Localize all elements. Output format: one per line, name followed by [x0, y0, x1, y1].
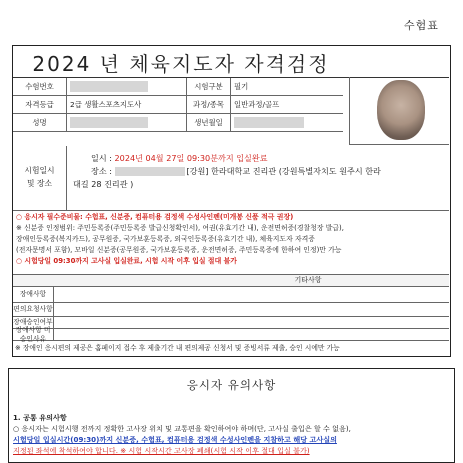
grade-value: 2급 생활스포츠지도사: [67, 96, 187, 113]
accommodation-label-4: 장애사항 미승인사유: [13, 329, 54, 340]
notice-line-1: ○ 응시자 필수준비물: 수험표, 신분증, 컴퓨터용 검정색 수성사인펜(미개봉 신품 적극 권장): [16, 213, 294, 221]
exam-datetime-label: [13, 146, 67, 210]
accommodation-label-3: 장애승인여부: [13, 318, 53, 326]
accommodation-row-1: [13, 286, 449, 303]
applicant-photo: [349, 77, 449, 145]
exam-datetime-label-line2: 및 장소: [26, 179, 53, 188]
doc-label: 수험표: [404, 19, 439, 32]
notice-line-5: ○ 시험당일 09:30까지 고사실 입실완료, 시험 시작 이후 입실 절대 불가: [16, 257, 237, 265]
masked-place: [115, 167, 185, 176]
accommodation-note: ※ 장애인 응시편의 제공은 홈페이지 접수 후 제출기간 내 편의제공 신청서 및 증빙서류 제출, 승인 시에만 가능: [15, 344, 340, 352]
photo-face: [377, 80, 425, 140]
exam-place-value: [강원] 한라대학교 진리관 (강원특별자치도 원주시 한라: [186, 166, 381, 176]
guidelines-line-3: 지정된 좌석에 착석하여야 합니다. ※ 시험 시작시간 고사장 폐쇄(시험 시작 이후 절대 입실 불가): [13, 446, 310, 455]
exam-place-prefix: 장소 :: [91, 166, 115, 176]
guidelines-title: 응시자 유의사항: [186, 378, 277, 392]
accommodation-row-2: [13, 303, 449, 317]
row-name: [13, 114, 343, 132]
notice-line-4: (전자문명서 포함), 모바일 신분증(공무원증, 국가보훈등록증, 운전면허증, 주민등록증에 한하여 인정)만 가능: [16, 246, 342, 254]
name-label: 성명: [13, 114, 67, 131]
card-title: 2024 년 체육지도자 자격검정: [32, 52, 330, 76]
row-exam-no: [13, 78, 343, 96]
exam-place-line: [73, 165, 445, 178]
masked-birth: [234, 117, 304, 128]
exam-type-label: 시험구분: [187, 78, 231, 95]
exam-datetime-place: [13, 146, 449, 211]
exam-datetime-line: [73, 152, 445, 165]
masked-name: [70, 117, 148, 128]
exam-ticket-card: [12, 45, 451, 357]
guidelines-line-1: ○ 응시자는 시험시행 전까지 정확한 고사장 위치 및 교통편을 확인하여야 하며(단, 고사실 출입은 할 수 없음),: [13, 424, 351, 433]
accommodation-label-1: 장애사항: [13, 286, 54, 302]
exam-no-label: 수험번호: [13, 78, 67, 95]
guidelines-body: [13, 412, 445, 456]
exam-datetime-label-line1: 시험일시: [24, 166, 55, 175]
other-header: 기타사항: [294, 276, 322, 284]
name-value: [67, 114, 187, 131]
accommodation-row-4: [13, 325, 449, 343]
accommodation-label-2: 편의요청사항: [13, 303, 54, 316]
exam-datetime-value: 2024년 04월 27일 09:30분까지 입실완료: [114, 153, 268, 163]
guidelines-heading: 1. 공통 유의사항: [13, 413, 67, 422]
applicant-guidelines: [8, 368, 455, 463]
exam-type-value: 필기: [234, 82, 249, 91]
required-items-notice: [13, 212, 449, 267]
guidelines-line-2: 시험당일 입실시간(09:30)까지 신분증, 수험표, 컴퓨터용 검정색 수성사인펜을 지참하고 해당 고사실의: [13, 435, 337, 444]
exam-place-line2: 대길 28 진리관 ): [73, 179, 134, 189]
accommodation-row-3: [13, 317, 449, 329]
course-label: 과정/종목: [187, 96, 231, 113]
notice-line-2: ※ 신분증 인정범위: 주민등록증(주민등록증 발급신청확인서), 여권(유효기간 내), 운전면허증(경찰청장 발급),: [16, 224, 344, 232]
birth-label: 생년월일: [187, 114, 231, 131]
exam-body: [73, 152, 445, 191]
grade-label: 자격등급: [13, 96, 67, 113]
course-value: 일반과정/골프: [234, 100, 280, 109]
notice-line-3: 장애인등록증(복지카드), 공무원증, 국가보훈등록증, 외국인등록증(유효기간 내), 체육지도자 자격증: [16, 235, 315, 243]
exam-datetime-prefix: 일시 :: [91, 153, 115, 163]
row-grade: [13, 96, 343, 114]
masked-exam-no: [70, 81, 148, 92]
birth-value: [231, 114, 343, 131]
exam-no-value: [67, 78, 187, 95]
